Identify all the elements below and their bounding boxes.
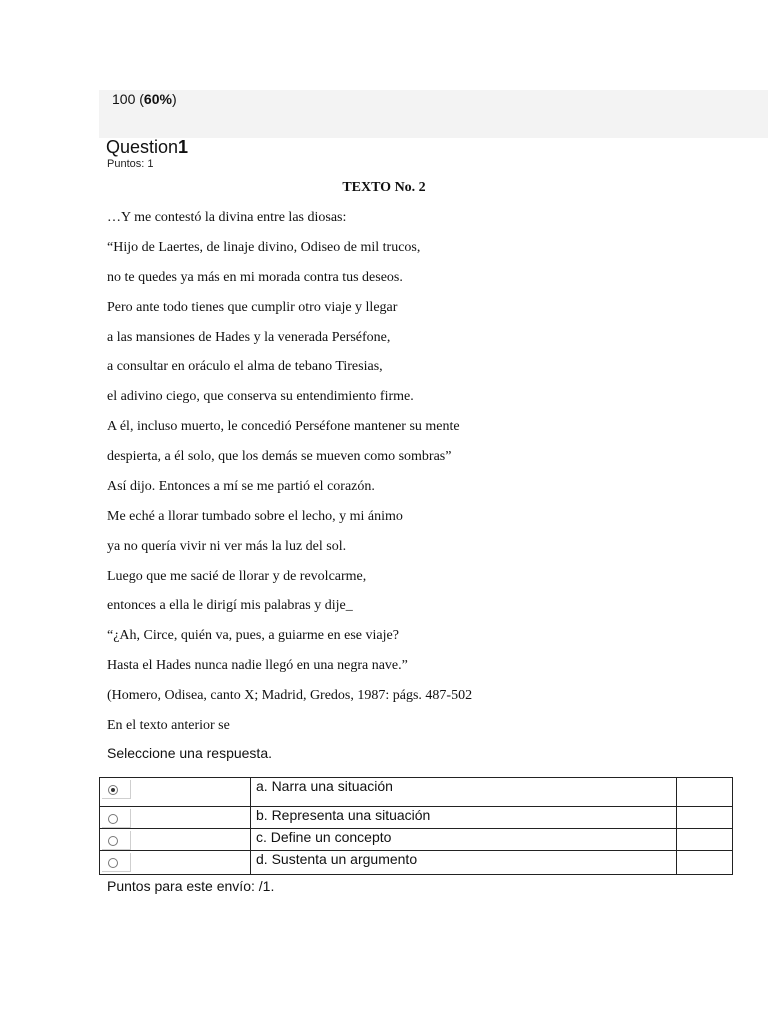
answer-row[interactable] [100, 807, 733, 829]
radio-frame [102, 853, 131, 872]
answer-row[interactable] [100, 778, 733, 807]
passage-line: ya no quería vivir ni ver más la luz del sol. [107, 539, 347, 554]
answer-row[interactable] [100, 829, 733, 851]
radio-frame [102, 831, 131, 850]
radio-cell [100, 851, 251, 875]
radio-option-b[interactable] [108, 814, 118, 824]
passage-line: …Y me contestó la divina entre las diosas: [107, 210, 347, 225]
score-summary: 100 (60%) [112, 91, 177, 107]
submission-points: Puntos para este envío: /1. [107, 878, 275, 894]
passage-line: entonces a ella le dirigí mis palabras y dije_ [107, 598, 353, 613]
score-bar [99, 90, 768, 138]
option-label[interactable]: b. Representa una situación [251, 807, 677, 829]
passage-line: A él, incluso muerto, le concedió Perséfone mantener su mente [107, 419, 460, 434]
passage-line: a consultar en oráculo el alma de tebano Tiresias, [107, 359, 383, 374]
radio-cell [100, 807, 251, 829]
option-label[interactable]: d. Sustenta un argumento [251, 851, 677, 875]
passage-line: Luego que me sacié de llorar y de revolcarme, [107, 569, 367, 584]
option-label[interactable]: c. Define un concepto [251, 829, 677, 851]
radio-frame [102, 809, 131, 828]
empty-cell [677, 778, 733, 807]
empty-cell [677, 829, 733, 851]
passage-line: Hasta el Hades nunca nadie llegó en una negra nave.” [107, 658, 408, 673]
empty-cell [677, 851, 733, 875]
question-number: 1 [178, 137, 189, 157]
citation: (Homero, Odisea, canto X; Madrid, Gredos, 1987: págs. 487-502 [107, 688, 473, 703]
passage-line: despierta, a él solo, que los demás se mueven como sombras” [107, 449, 452, 464]
radio-frame [102, 780, 131, 799]
question-label: Question [106, 137, 179, 157]
passage-line: Así dijo. Entonces a mí se me partió el corazón. [107, 479, 375, 494]
passage-line: el adivino ciego, que conserva su entendimiento firme. [107, 389, 414, 404]
passage-line: Pero ante todo tienes que cumplir otro viaje y llegar [107, 300, 398, 315]
question-stem: En el texto anterior se [107, 718, 230, 733]
answer-table [99, 777, 733, 875]
score-percent: 60% [143, 91, 172, 107]
radio-option-c[interactable] [108, 836, 118, 846]
answer-row[interactable] [100, 851, 733, 875]
select-prompt: Seleccione una respuesta. [107, 745, 272, 761]
empty-cell [677, 807, 733, 829]
radio-option-a[interactable] [108, 785, 118, 795]
question-points: Puntos: 1 [107, 158, 154, 170]
passage-line: “Hijo de Laertes, de linaje divino, Odiseo de mil trucos, [107, 240, 421, 255]
option-label[interactable]: a. Narra una situación [251, 778, 677, 807]
passage-line: no te quedes ya más en mi morada contra tus deseos. [107, 270, 403, 285]
radio-option-d[interactable] [108, 858, 118, 868]
passage-line: “¿Ah, Circe, quién va, pues, a guiarme en ese viaje? [107, 628, 399, 643]
score-value: 100 [112, 91, 136, 107]
passage-line: a las mansiones de Hades y la venerada Perséfone, [107, 330, 391, 345]
question-title [106, 137, 188, 158]
passage-heading: TEXTO No. 2 [342, 180, 426, 195]
radio-cell [100, 778, 251, 807]
radio-cell [100, 829, 251, 851]
passage-line: Me eché a llorar tumbado sobre el lecho, y mi ánimo [107, 509, 403, 524]
